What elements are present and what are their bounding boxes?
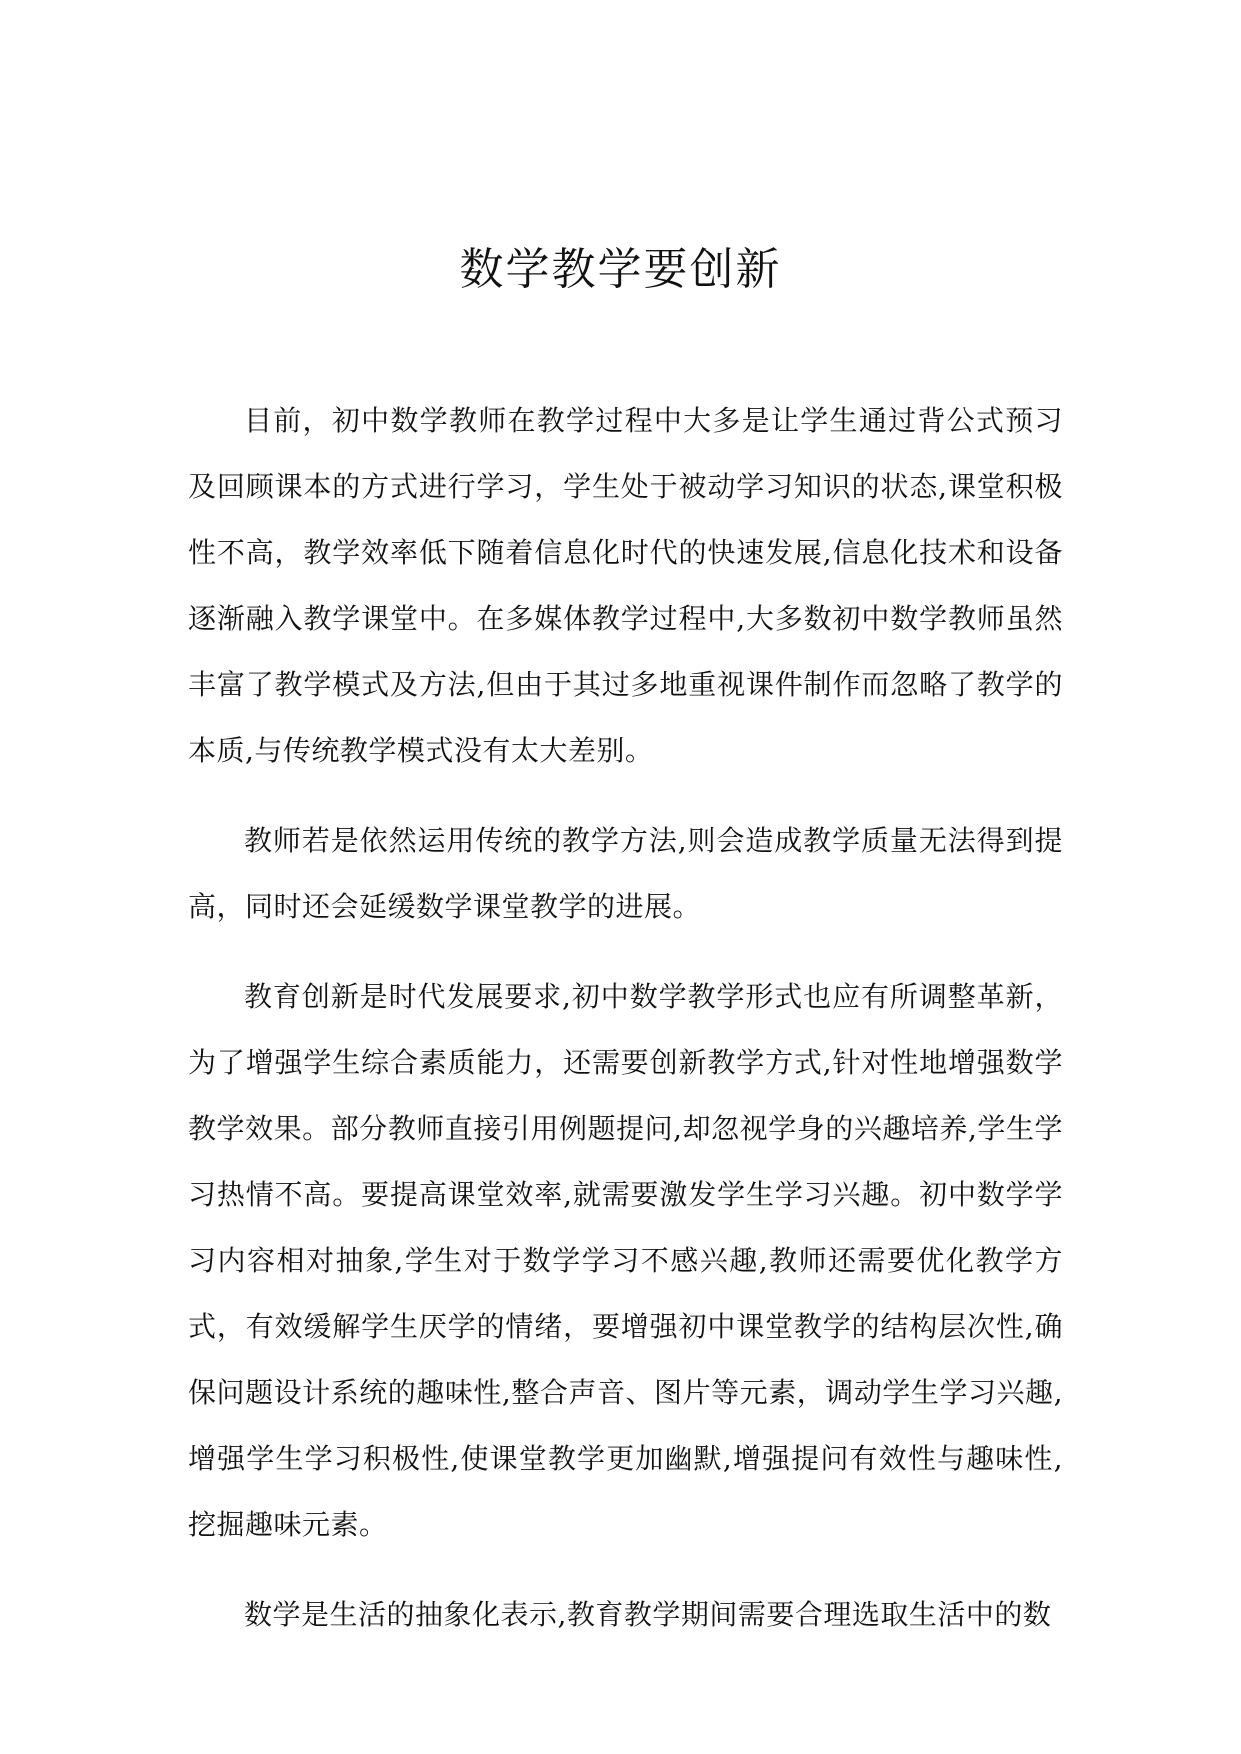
- paragraph-3: 教育创新是时代发展要求,初中数学教学形式也应有所调整革新，为了增强学生综合素质能力，还需要创新教学方式,针对性地增强数学教学效果。部分教师直接引用例题提问,却忽视学身的兴趣培养,学生学习热情不高。要提高课堂效率,就需要激发学生学习兴趣。初中数学学习内容相对抽象,学生对于数学学习不感兴趣,教师还需要优化教学方式，有效缓解学生厌学的情绪，要增强初中课堂教学的结构层次性,确保问题设计系统的趣味性,整合声音、图片等元素，调动学生学习兴趣,增强学生学习积极性,使课堂教学更加幽默,增强提问有效性与趣味性,挖掘趣味元素。: [188, 980, 1063, 1541]
- paragraph-2: 教师若是依然运用传统的教学方法,则会造成教学质量无法得到提高，同时还会延缓数学课堂教学的进展。: [188, 824, 1063, 923]
- document-body: [188, 388, 1063, 1672]
- document-title: 数学教学要创新: [459, 244, 782, 295]
- paragraph-1: 目前，初中数学教师在教学过程中大多是让学生通过背公式预习及回顾课本的方式进行学习，学生处于被动学习知识的状态,课堂积极性不高，教学效率低下随着信息化时代的快速发展,信息化技术和设备逐渐融入教学课堂中。在多媒体教学过程中,大多数初中数学教师虽然丰富了教学模式及方法,但由于其过多地重视课件制作而忽略了教学的本质,与传统教学模式没有太大差别。: [188, 404, 1063, 767]
- paragraph-4: 数学是生活的抽象化表示,教育教学期间需要合理选取生活中的数: [244, 1598, 1052, 1631]
